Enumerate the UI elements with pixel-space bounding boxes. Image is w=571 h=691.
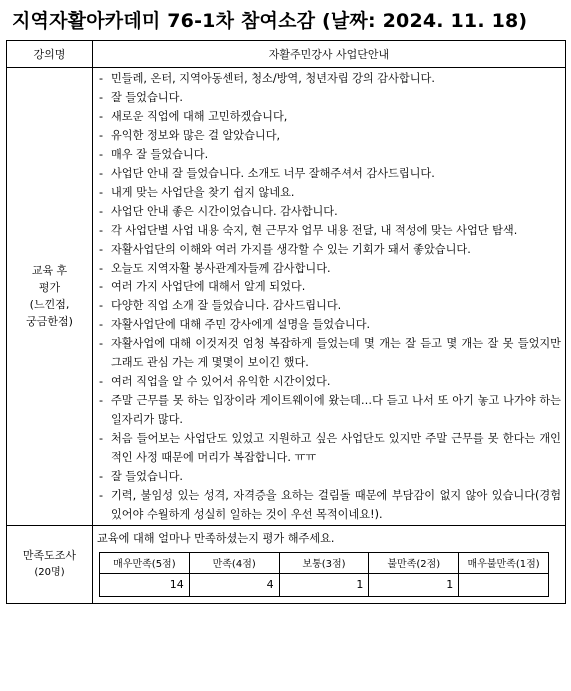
bullet-dash: -	[99, 147, 104, 161]
comment-text: 자활사업단의 이해와 여러 가지를 생각할 수 있는 기회가 돼서 좋았습니다.	[111, 242, 471, 256]
comment-item	[99, 260, 561, 279]
comment-item	[99, 335, 561, 373]
comment-item	[99, 108, 561, 127]
rating-value	[459, 573, 549, 596]
satisfaction-label	[7, 525, 93, 603]
comment-text: 다양한 직업 소개 잘 들었습니다. 감사드립니다.	[111, 299, 342, 313]
comment-text: 오늘도 지역자활 봉사관계자들께 감사합니다.	[111, 261, 331, 275]
satisfaction-header-row	[100, 552, 549, 573]
satisfaction-label-text: 만족도조사	[22, 549, 77, 563]
bullet-dash: -	[99, 166, 104, 180]
evaluation-label-line2: 평가	[38, 281, 61, 295]
comment-item	[99, 297, 561, 316]
header-row	[7, 41, 566, 68]
bullet-dash: -	[99, 109, 104, 123]
rating-value: 4	[189, 573, 279, 596]
comment-item	[99, 316, 561, 335]
evaluation-label-line3: (느낀점,	[29, 298, 70, 312]
bullet-dash: -	[99, 394, 104, 408]
comment-item	[99, 487, 561, 525]
bullet-dash: -	[99, 90, 104, 104]
comment-text: 내게 맞는 사업단을 찾기 쉽지 않네요.	[111, 185, 295, 199]
bullet-dash: -	[99, 299, 104, 313]
comment-text: 매우 잘 들었습니다.	[111, 147, 209, 161]
comment-list	[99, 68, 561, 525]
bullet-dash: -	[99, 432, 104, 446]
satisfaction-table	[99, 552, 549, 597]
bullet-dash: -	[99, 375, 104, 389]
comment-text: 유익한 정보와 많은 걸 알았습니다,	[111, 128, 281, 142]
rating-header: 보통(3점)	[279, 552, 369, 573]
satisfaction-question: 교육에 대해 얼마나 만족하셨는지 평가 해주세요.	[97, 531, 335, 545]
rating-header: 매우불만족(1점)	[459, 552, 549, 573]
comment-text: 처음 들어보는 사업단도 있었고 지원하고 싶은 사업단도 있지만 주말 근무를 못 한다는 개인적인 사정 때문에 머리가 복잡합니다. ㅠㅠ	[111, 432, 561, 465]
satisfaction-content	[93, 525, 566, 603]
comment-item	[99, 222, 561, 241]
survey-table	[6, 40, 566, 604]
comment-item	[99, 392, 561, 430]
comment-text: 여러 직업을 알 수 있어서 유익한 시간이었다.	[111, 375, 331, 389]
comment-item	[99, 89, 561, 108]
satisfaction-value-row	[100, 573, 549, 596]
lecture-label: 강의명	[7, 41, 93, 68]
comment-item	[99, 278, 561, 297]
rating-value: 14	[100, 573, 190, 596]
bullet-dash: -	[99, 223, 104, 237]
evaluation-comments	[93, 68, 566, 526]
comment-text: 자활사업에 대해 이것저것 엄청 복잡하게 들었는데 몇 개는 잘 듣고 몇 개는 잘 못 들었지만 그래도 관심 가는 게 몇몇이 보이긴 했다.	[111, 337, 561, 370]
bullet-dash: -	[99, 280, 104, 294]
comment-item	[99, 203, 561, 222]
bullet-dash: -	[99, 261, 104, 275]
comment-text: 기력, 불임성 있는 성격, 자격증을 요하는 걸림돌 때문에 부담감이 없지 않아 있습니다(경험 있어야 수월하게 성실히 일하는 것이 우선 목적이네요!).	[111, 488, 561, 521]
evaluation-label-line4: 궁금한점)	[26, 315, 73, 329]
rating-value: 1	[369, 573, 459, 596]
comment-item	[99, 184, 561, 203]
bullet-dash: -	[99, 242, 104, 256]
evaluation-label-line1: 교육 후	[31, 264, 68, 278]
comment-text: 자활사업단에 대해 주민 강사에게 설명을 들었습니다.	[111, 318, 371, 332]
bullet-dash: -	[99, 470, 104, 484]
comment-item	[99, 165, 561, 184]
comment-text: 새로운 직업에 대해 고민하겠습니다,	[111, 109, 288, 123]
rating-value: 1	[279, 573, 369, 596]
comment-text: 잘 들었습니다.	[111, 90, 183, 104]
comment-item	[99, 430, 561, 468]
comment-item	[99, 127, 561, 146]
lecture-title: 자활주민강사 사업단안내	[93, 41, 566, 68]
satisfaction-count: (20명)	[34, 567, 65, 579]
bullet-dash: -	[99, 128, 104, 142]
satisfaction-row	[7, 525, 566, 603]
comment-text: 사업단 안내 잘 들었습니다. 소개도 너무 잘해주셔서 감사드립니다.	[111, 166, 435, 180]
bullet-dash: -	[99, 318, 104, 332]
comment-text: 잘 들었습니다.	[111, 470, 183, 484]
comment-item	[99, 70, 561, 89]
bullet-dash: -	[99, 488, 104, 502]
comment-item	[99, 241, 561, 260]
bullet-dash: -	[99, 337, 104, 351]
bullet-dash: -	[99, 185, 104, 199]
evaluation-label	[7, 68, 93, 526]
evaluation-row	[7, 68, 566, 526]
rating-header: 매우만족(5점)	[100, 552, 190, 573]
comment-item	[99, 146, 561, 165]
rating-header: 만족(4점)	[189, 552, 279, 573]
rating-header: 불만족(2점)	[369, 552, 459, 573]
comment-text: 민들레, 온터, 지역아동센터, 청소/방역, 청년자립 강의 감사합니다.	[111, 72, 435, 85]
bullet-dash: -	[99, 72, 104, 85]
page-title: 지역자활아카데미 76-1차 참여소감 (날짜: 2024. 11. 18)	[12, 10, 528, 32]
comment-text: 사업단 안내 좋은 시간이었습니다. 감사합니다.	[111, 204, 338, 218]
comment-text: 각 사업단별 사업 내용 숙지, 현 근무자 업무 내용 전달, 내 적성에 맞는 사업단 탐색.	[111, 223, 518, 237]
bullet-dash: -	[99, 204, 104, 218]
comment-item	[99, 373, 561, 392]
comment-text: 주말 근무를 못 하는 입장이라 게이트웨이에 왔는데…다 듣고 나서 또 아기 놓고 나가야 하는 일자리가 많다.	[111, 394, 561, 427]
comment-item	[99, 468, 561, 487]
comment-text: 여러 가지 사업단에 대해서 알게 되었다.	[111, 280, 306, 294]
